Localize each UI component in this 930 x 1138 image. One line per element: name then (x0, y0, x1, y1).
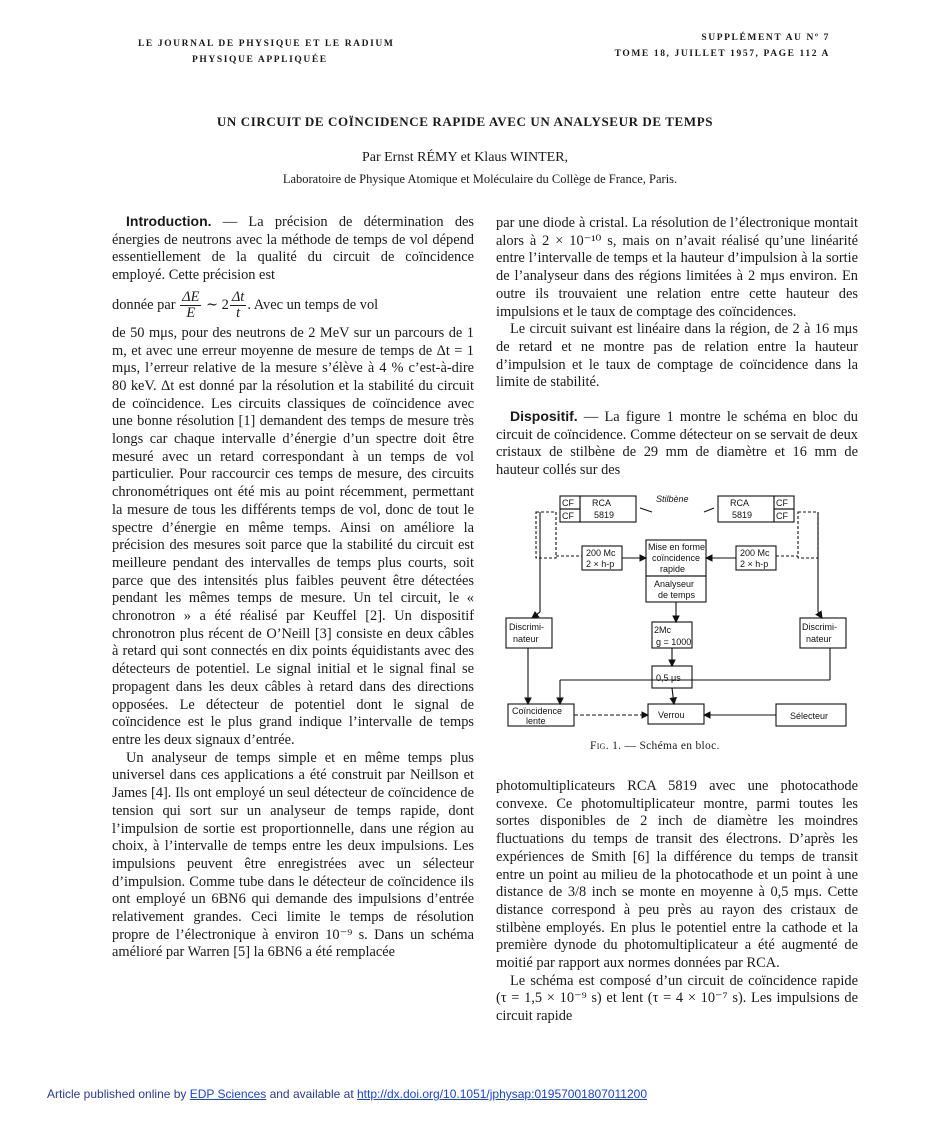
footer-middle: and available at (266, 1087, 357, 1101)
coinc-label-1: Coïncidence (512, 706, 563, 716)
discri-label-1: Discrimi- (802, 622, 837, 632)
right-column-bottom (496, 778, 858, 1026)
block-diagram-figure (500, 490, 850, 730)
pm-model-label: 5819 (732, 510, 753, 520)
right-column-top (496, 215, 858, 480)
figure-caption (590, 740, 720, 752)
frac-num-2: Δt (231, 289, 245, 305)
article-title: UN CIRCUIT DE COÏNCIDENCE RAPIDE AVEC UN ANALYSEUR DE TEMPS (216, 114, 714, 129)
selecteur-label: Sélecteur (790, 711, 829, 721)
intro-heading: Introduction. (126, 213, 212, 229)
frac-den-1: E (186, 305, 196, 321)
intro-paragraph-2: Un analyseur de temps simple et en même temps plus universel dans ces applications a été construit par Neillson et James [4]. Ils ont employé un seul détecteur de coïncidence de tension qui sort sur un analyseur de temps rapide, dont l’impulsion de sortie est proportionnelle, dans une région au choix, à l’intervalle de temps entre les deux impulsions. Les impulsions peuvent être enregistrées avec un sélecteur d’impulsion. Comme tube dans le détecteur de coïncidence ils ont employé un 6BN6 qui demande des impulsions d’entrée relativement grandes. Ceci limite le temps de résolution propre de l’électronique à environ 10⁻⁹ s. Dans un schéma amélioré par Warren [5] la 6BN6 a été remplacée (112, 749, 474, 961)
coinc-label-2: lente (526, 716, 546, 726)
formula-mid: ∼ 2 (206, 296, 229, 313)
formula-fraction-energy (180, 290, 201, 321)
right-paragraph-5: Le schéma est composé d’un circuit de coïncidence rapide (τ = 1,5 × 10⁻⁹ s) et lent (τ = 4 × 10⁻⁷ s). Les impulsions de circuit rapide (496, 972, 858, 1025)
analyseur-label-1: Analyseur (654, 579, 695, 589)
discri-label-2: nateur (806, 634, 832, 644)
figure-caption-label: Fig. 1. (590, 740, 622, 752)
x2hp-label: 2 × h-p (740, 559, 769, 569)
formula-line (112, 285, 474, 325)
cf-label: CF (776, 511, 788, 521)
article-authors: Par Ernst RÉMY et Klaus WINTER, (361, 150, 569, 165)
formula-fraction-time (230, 290, 246, 321)
publication-footer (47, 1087, 647, 1101)
journal-header (138, 36, 394, 68)
dashed-link-left (536, 512, 556, 558)
volume-label: TOME 18, JUILLET 1957, PAGE 112 A (614, 49, 830, 59)
doi-link[interactable]: http://dx.doi.org/10.1051/jphysap:01957001807011200 (356, 1087, 648, 1101)
left-column (112, 213, 474, 962)
cf-label: CF (776, 498, 788, 508)
frac-den-2: t (236, 305, 241, 321)
discri-label-1: Discrimi- (509, 622, 544, 632)
amp-label-2: g = 1000 (656, 637, 692, 647)
article-affiliation: Laboratoire de Physique Atomique et Moléculaire du Collège de France, Paris. (282, 172, 678, 186)
issue-header (615, 30, 830, 62)
discri-label-2: nateur (513, 634, 539, 644)
supplement-label: SUPPLÉMENT AU Nº 7 (701, 33, 830, 43)
dispositif-heading: Dispositif. (510, 408, 578, 425)
footer-prefix: Article published online by (47, 1087, 190, 1101)
right-paragraph-4: photomultiplicateurs RCA 5819 avec une photocathode convexe. Ce photomultiplicateur montre, parmi toutes les sortes disponibles de 2 inch de diamètre les moindres fluctuations du temps de transit des électrons. D’après les expériences de Smith [6] la différence du temps de transit entre un point au milieu de la photocathode et un point à une distance de 3/8 inch se monte en moyenne à 0,5 mμs. Cette distance correspond à peu près au rayon des cristaux de stilbène employés. En plus le potentiel entre la cathode et la première dynode du photomultiplicateur a été augmenté de moitié par rapport aux normes données par RCA. (496, 778, 858, 972)
publisher-link[interactable]: EDP Sciences (189, 1087, 267, 1101)
frac-num-1: ΔE (182, 289, 200, 305)
journal-section: PHYSIQUE APPLIQUÉE (192, 55, 328, 65)
intro-paragraph-1b: de 50 mμs, pour des neutrons de 2 MeV sur un parcours de 1 m, et avec une erreur moyenne de mesure de temps de Δt = 1 mμs, l’erreur relative de la mesure s’élève à 4 % c’est-à-dire 80 keV. Δt est donné par la résolution et la stabilité du circuit de coïncidence. Les circuits classiques de coïncidence avec une bonne résolution [1] demandent des temps de mesure très longs car chaque intervalle d’énergie d’un spectre doit être mesuré avec un retard correspondant à un temps de vol particulier. Pour raccourcir ces temps de mesure, des circuits chronométriques ont été mis au point récemment, permettant la mesure de tous les différents temps de vol, donc de tout le spectre d’énergie en même temps. Ainsi on améliore la précision des mesures soit parce que la stabilité du circuit est meilleure pendant des intervalles de temps plus courts, soit parce que des intensités plus faibles peuvent être détectées pendant les mêmes temps de mesure. Un tel circuit, le « chronotron » a été réalisé par Keuffel [2]. Un dispositif chronotron plus récent de O’Neill [3] consiste en deux câbles à retard qui sont connectés en dix points équidistants avec des détecteurs de potentiel. Le signal initial et le signal final se propagent dans les deux câbles à retard dans des directions opposées. Le détecteur de potentiel dont le signal de coïncidence est le plus grand indique l’intervalle de temps entre les deux signaux d’entrée. (112, 324, 474, 748)
rca-label: RCA (592, 498, 612, 508)
journal-name: LE JOURNAL DE PHYSIQUE ET LE RADIUM (138, 39, 395, 49)
cf-label: CF (562, 498, 574, 508)
right-paragraph-1: par une diode à cristal. La résolution de l’électronique montait alors à 2 × 10⁻¹⁰ s, mais on n’avait réalisé qu’une linéarité entre l’intervalle de temps et la hauteur d’impulsion à la sortie de l’analyseur dans des régions limitées à 2 mμs environ. En outre ils trouvaient une relation entre cette hauteur des impulsions et le taux de comptage des coïncidences. (496, 215, 858, 320)
stilbene-label: Stilbène (656, 494, 689, 504)
pm-model-label: 5819 (594, 510, 615, 520)
dashed-link-right (798, 512, 818, 558)
mc200-label: 200 Mc (740, 548, 770, 558)
amp-label-1: 2Mc (654, 625, 672, 635)
intro-text-a: — La précision de détermination des énergies de neutrons avec la méthode de temps de vol dépend essentiellement de la qualité du circuit de coïncidence employé. Cette précision est (112, 214, 474, 284)
cf-label: CF (562, 511, 574, 521)
dispositif-paragraph (496, 408, 858, 480)
rca-label: RCA (730, 498, 750, 508)
intro-paragraph-1 (112, 213, 474, 285)
mise-forme-label-2: coïncidence (652, 553, 701, 563)
delay-label: 0,5 μs (656, 673, 681, 683)
x2hp-label: 2 × h-p (586, 559, 615, 569)
mise-forme-label-1: Mise en forme (648, 542, 706, 552)
figure-caption-text: — Schéma en bloc. (621, 740, 720, 752)
formula-prefix: donnée par (112, 296, 176, 313)
formula-suffix: . Avec un temps de vol (247, 296, 379, 313)
mise-forme-label-3: rapide (660, 564, 686, 574)
right-paragraph-2: Le circuit suivant est linéaire dans la région, de 2 à 16 mμs de retard et ne montre pas de relation entre la hauteur d’impulsion et le taux de comptage de coïncidence dans la limite de stabilité. (496, 321, 858, 391)
mc200-label: 200 Mc (586, 548, 616, 558)
dispositif-text: — La figure 1 montre le schéma en bloc du circuit de coïncidence. Comme détecteur on se servait de deux cristaux de stilbène de 29 mm de diamètre et 16 mm de hauteur collés sur des (496, 409, 858, 479)
verrou-label: Verrou (658, 710, 685, 720)
analyseur-label-2: de temps (658, 590, 696, 600)
